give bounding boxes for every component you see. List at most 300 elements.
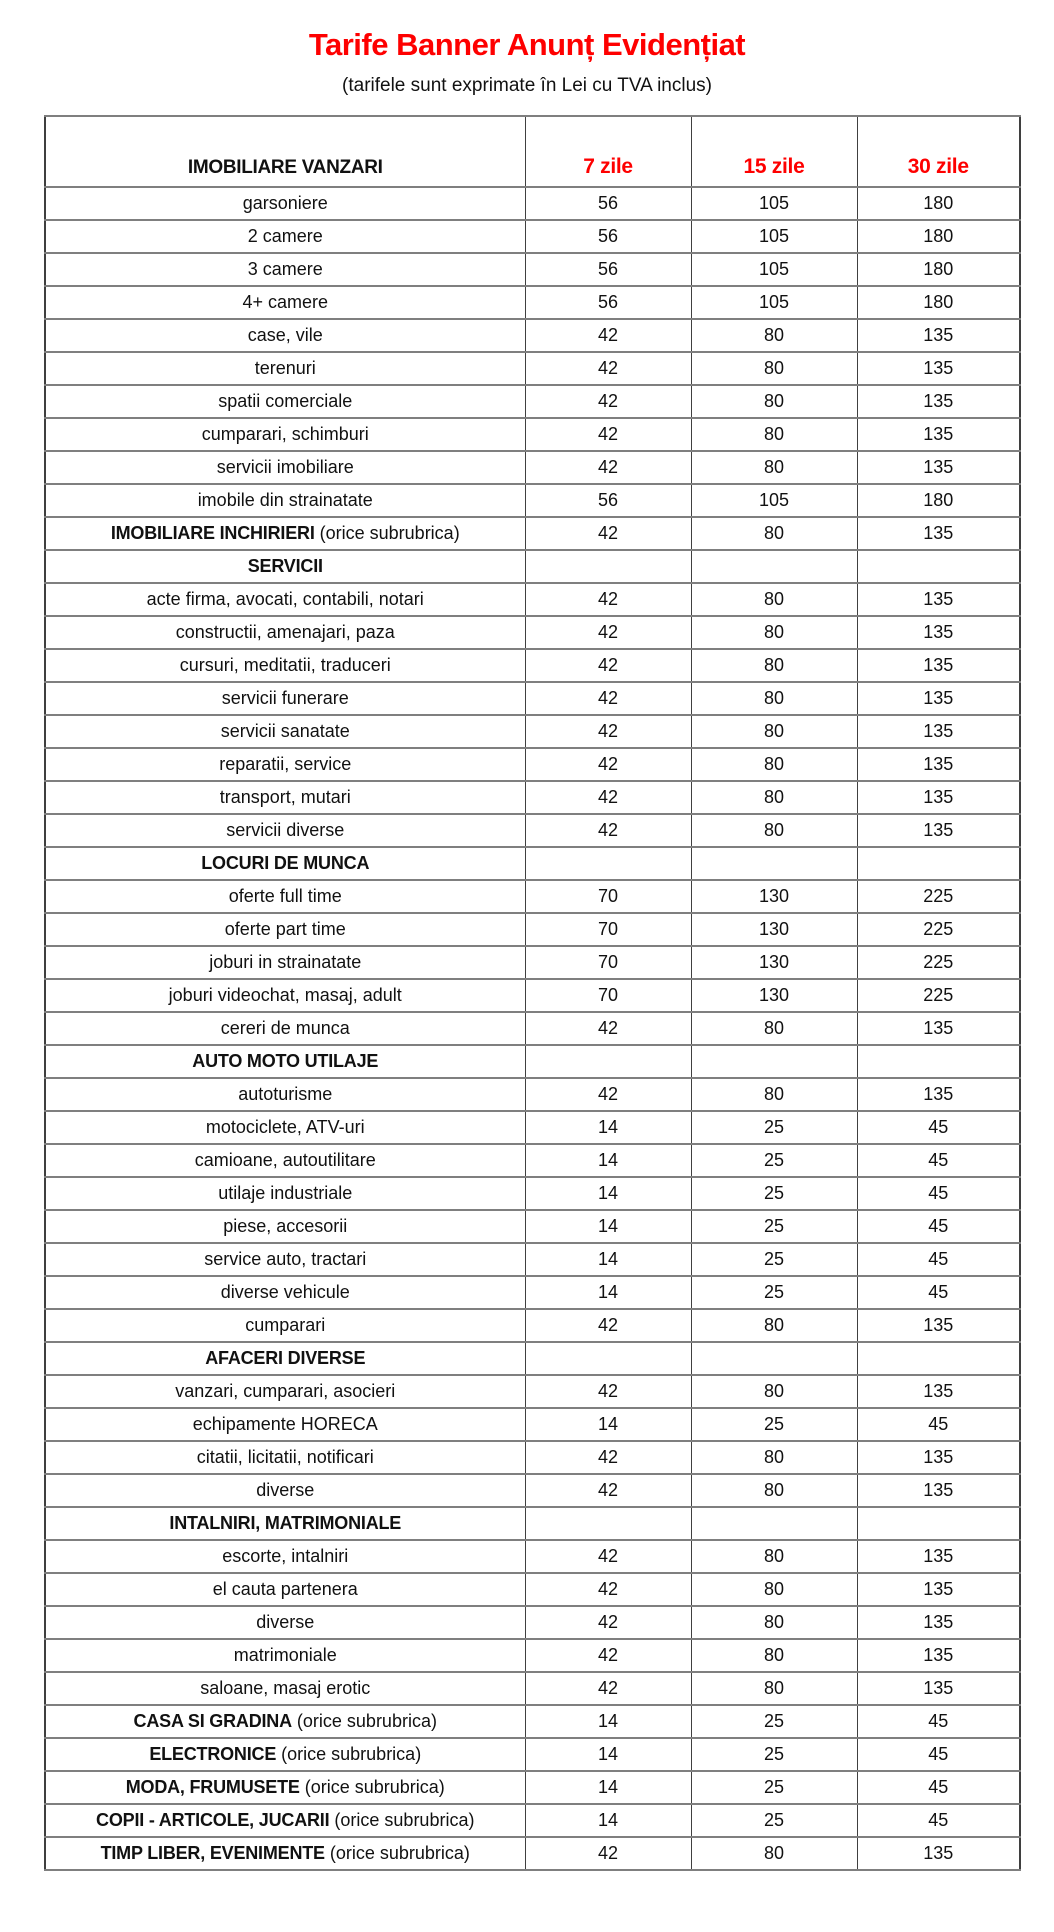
price-cell: 105 bbox=[691, 484, 857, 517]
price-cell: 80 bbox=[691, 1012, 857, 1045]
price-cell: 42 bbox=[525, 1540, 691, 1573]
row-label bbox=[45, 1309, 525, 1342]
row-label bbox=[45, 286, 525, 319]
price-cell: 135 bbox=[857, 1078, 1020, 1111]
table-row bbox=[45, 1804, 1020, 1837]
row-label-text: diverse bbox=[256, 1612, 315, 1632]
table-row bbox=[45, 814, 1020, 847]
price-cell: 80 bbox=[691, 517, 857, 550]
price-cell: 130 bbox=[691, 946, 857, 979]
row-label-text: CASA SI GRADINA bbox=[133, 1711, 292, 1731]
section-row bbox=[45, 1342, 1020, 1375]
price-cell: 80 bbox=[691, 1078, 857, 1111]
price-cell: 225 bbox=[857, 913, 1020, 946]
row-label-text: servicii imobiliare bbox=[216, 457, 354, 477]
row-label-text: motociclete, ATV-uri bbox=[205, 1117, 365, 1137]
row-label-text: service auto, tractari bbox=[204, 1249, 367, 1269]
price-cell: 42 bbox=[525, 1672, 691, 1705]
table-row bbox=[45, 1573, 1020, 1606]
price-cell: 42 bbox=[525, 451, 691, 484]
table-row bbox=[45, 1738, 1020, 1771]
price-cell: 135 bbox=[857, 748, 1020, 781]
table-row bbox=[45, 1243, 1020, 1276]
price-cell: 135 bbox=[857, 1837, 1020, 1870]
price-cell: 135 bbox=[857, 1012, 1020, 1045]
price-cell: 45 bbox=[857, 1177, 1020, 1210]
row-label-text: oferte part time bbox=[224, 919, 346, 939]
row-label-text: echipamente HORECA bbox=[192, 1414, 378, 1434]
row-label-text: diverse bbox=[256, 1480, 315, 1500]
price-cell bbox=[691, 847, 857, 880]
price-cell: 80 bbox=[691, 1309, 857, 1342]
price-cell: 80 bbox=[691, 649, 857, 682]
row-label bbox=[45, 946, 525, 979]
row-label-text: COPII - ARTICOLE, JUCARII bbox=[96, 1810, 330, 1830]
price-cell: 135 bbox=[857, 1474, 1020, 1507]
price-cell: 42 bbox=[525, 1078, 691, 1111]
row-label-suffix: (orice subrubrica) bbox=[296, 1711, 437, 1731]
row-label-text: AUTO MOTO UTILAJE bbox=[192, 1051, 379, 1071]
table-row bbox=[45, 1144, 1020, 1177]
row-label bbox=[45, 319, 525, 352]
price-cell: 14 bbox=[525, 1177, 691, 1210]
price-cell: 42 bbox=[525, 1474, 691, 1507]
table-row bbox=[45, 649, 1020, 682]
price-cell: 135 bbox=[857, 682, 1020, 715]
price-cell: 42 bbox=[525, 583, 691, 616]
price-cell: 42 bbox=[525, 1606, 691, 1639]
price-cell: 80 bbox=[691, 1375, 857, 1408]
column-header-30-zile: 30 zile bbox=[857, 116, 1020, 187]
price-cell: 42 bbox=[525, 1309, 691, 1342]
price-cell: 45 bbox=[857, 1276, 1020, 1309]
price-cell: 70 bbox=[525, 979, 691, 1012]
price-cell: 14 bbox=[525, 1771, 691, 1804]
row-label bbox=[45, 583, 525, 616]
table-row bbox=[45, 1210, 1020, 1243]
row-label bbox=[45, 1408, 525, 1441]
price-cell: 42 bbox=[525, 385, 691, 418]
price-cell: 70 bbox=[525, 913, 691, 946]
row-label bbox=[45, 352, 525, 385]
row-label-text: garsoniere bbox=[242, 193, 328, 213]
section-row bbox=[45, 1507, 1020, 1540]
price-cell: 80 bbox=[691, 1606, 857, 1639]
table-row bbox=[45, 682, 1020, 715]
price-cell: 14 bbox=[525, 1804, 691, 1837]
table-row bbox=[45, 418, 1020, 451]
row-label bbox=[45, 1540, 525, 1573]
price-cell: 80 bbox=[691, 715, 857, 748]
column-header-15-zile: 15 zile bbox=[691, 116, 857, 187]
table-row bbox=[45, 1606, 1020, 1639]
row-label-text: AFACERI DIVERSE bbox=[205, 1348, 366, 1368]
row-label bbox=[45, 1672, 525, 1705]
table-row bbox=[45, 715, 1020, 748]
row-label-text: cursuri, meditatii, traduceri bbox=[179, 655, 391, 675]
row-label-suffix: (orice subrubrica) bbox=[329, 1843, 470, 1863]
price-cell: 56 bbox=[525, 220, 691, 253]
row-label-text: matrimoniale bbox=[233, 1645, 337, 1665]
row-label bbox=[45, 913, 525, 946]
row-label-text: constructii, amenajari, paza bbox=[175, 622, 395, 642]
table-row bbox=[45, 1177, 1020, 1210]
table-row bbox=[45, 616, 1020, 649]
table-row bbox=[45, 319, 1020, 352]
price-cell: 42 bbox=[525, 1573, 691, 1606]
price-cell: 14 bbox=[525, 1705, 691, 1738]
row-label-text: MODA, FRUMUSETE bbox=[125, 1777, 300, 1797]
price-cell: 135 bbox=[857, 1540, 1020, 1573]
row-label bbox=[45, 781, 525, 814]
price-cell: 56 bbox=[525, 253, 691, 286]
price-cell: 45 bbox=[857, 1144, 1020, 1177]
row-label bbox=[45, 1573, 525, 1606]
row-label bbox=[45, 451, 525, 484]
row-label-text: citatii, licitatii, notificari bbox=[196, 1447, 374, 1467]
price-cell: 42 bbox=[525, 814, 691, 847]
price-cell bbox=[857, 550, 1020, 583]
row-label bbox=[45, 1078, 525, 1111]
row-label-text: INTALNIRI, MATRIMONIALE bbox=[169, 1513, 402, 1533]
table-row bbox=[45, 1375, 1020, 1408]
row-label bbox=[45, 1639, 525, 1672]
price-cell: 25 bbox=[691, 1408, 857, 1441]
price-cell: 180 bbox=[857, 187, 1020, 220]
row-label bbox=[45, 880, 525, 913]
price-cell: 105 bbox=[691, 220, 857, 253]
table-row bbox=[45, 1771, 1020, 1804]
price-cell: 80 bbox=[691, 319, 857, 352]
table-row bbox=[45, 880, 1020, 913]
price-cell: 80 bbox=[691, 1837, 857, 1870]
price-cell: 14 bbox=[525, 1276, 691, 1309]
table-row bbox=[45, 286, 1020, 319]
price-cell: 180 bbox=[857, 286, 1020, 319]
price-cell: 56 bbox=[525, 187, 691, 220]
price-cell: 135 bbox=[857, 583, 1020, 616]
row-label-text: joburi videochat, masaj, adult bbox=[168, 985, 402, 1005]
price-cell: 105 bbox=[691, 187, 857, 220]
price-cell: 14 bbox=[525, 1111, 691, 1144]
table-row bbox=[45, 1012, 1020, 1045]
table-row bbox=[45, 583, 1020, 616]
price-cell: 56 bbox=[525, 286, 691, 319]
price-cell: 42 bbox=[525, 1441, 691, 1474]
row-label-text: terenuri bbox=[254, 358, 316, 378]
table-row bbox=[45, 1540, 1020, 1573]
row-label-text: 3 camere bbox=[247, 259, 323, 279]
price-cell: 42 bbox=[525, 1375, 691, 1408]
row-label-suffix: (orice subrubrica) bbox=[334, 1810, 475, 1830]
table-row bbox=[45, 1474, 1020, 1507]
row-label-text: SERVICII bbox=[247, 556, 323, 576]
pricing-table-header bbox=[45, 116, 1020, 187]
price-cell: 135 bbox=[857, 649, 1020, 682]
price-cell: 225 bbox=[857, 880, 1020, 913]
price-cell: 225 bbox=[857, 979, 1020, 1012]
price-cell: 42 bbox=[525, 517, 691, 550]
table-row bbox=[45, 1639, 1020, 1672]
price-cell: 135 bbox=[857, 451, 1020, 484]
price-cell: 45 bbox=[857, 1111, 1020, 1144]
table-row bbox=[45, 1672, 1020, 1705]
row-label bbox=[45, 220, 525, 253]
price-cell: 80 bbox=[691, 1540, 857, 1573]
price-cell bbox=[525, 1507, 691, 1540]
section-row bbox=[45, 847, 1020, 880]
table-row bbox=[45, 1441, 1020, 1474]
page-subtitle: (tarifele sunt exprimate în Lei cu TVA inclus) bbox=[342, 75, 712, 96]
price-cell: 45 bbox=[857, 1804, 1020, 1837]
column-header-7-zile: 7 zile bbox=[525, 116, 691, 187]
row-label bbox=[45, 385, 525, 418]
row-label bbox=[45, 1210, 525, 1243]
row-label-text: reparatii, service bbox=[219, 754, 352, 774]
price-cell bbox=[691, 550, 857, 583]
price-cell: 14 bbox=[525, 1408, 691, 1441]
price-cell: 135 bbox=[857, 1672, 1020, 1705]
row-label-text: cereri de munca bbox=[220, 1018, 350, 1038]
price-cell: 80 bbox=[691, 583, 857, 616]
price-cell: 180 bbox=[857, 253, 1020, 286]
price-cell: 80 bbox=[691, 385, 857, 418]
price-cell: 130 bbox=[691, 979, 857, 1012]
row-label bbox=[45, 517, 525, 550]
section-row bbox=[45, 1045, 1020, 1078]
row-label bbox=[45, 1111, 525, 1144]
price-cell: 135 bbox=[857, 1639, 1020, 1672]
price-cell: 14 bbox=[525, 1738, 691, 1771]
price-cell: 135 bbox=[857, 385, 1020, 418]
table-row bbox=[45, 913, 1020, 946]
row-label-text: oferte full time bbox=[228, 886, 342, 906]
row-label bbox=[45, 1474, 525, 1507]
row-label bbox=[45, 1144, 525, 1177]
price-cell: 135 bbox=[857, 781, 1020, 814]
row-label bbox=[45, 616, 525, 649]
price-cell: 135 bbox=[857, 616, 1020, 649]
price-cell: 135 bbox=[857, 1375, 1020, 1408]
row-label bbox=[45, 979, 525, 1012]
price-cell: 135 bbox=[857, 715, 1020, 748]
price-cell: 135 bbox=[857, 1606, 1020, 1639]
price-cell: 45 bbox=[857, 1210, 1020, 1243]
section-row bbox=[45, 550, 1020, 583]
price-cell: 135 bbox=[857, 1309, 1020, 1342]
row-label bbox=[45, 1837, 525, 1870]
price-cell: 105 bbox=[691, 286, 857, 319]
price-cell: 70 bbox=[525, 946, 691, 979]
price-cell: 42 bbox=[525, 781, 691, 814]
price-cell: 135 bbox=[857, 352, 1020, 385]
row-label bbox=[45, 1441, 525, 1474]
row-label bbox=[45, 748, 525, 781]
price-cell: 80 bbox=[691, 781, 857, 814]
price-cell: 42 bbox=[525, 418, 691, 451]
price-cell: 105 bbox=[691, 253, 857, 286]
pricing-table-body bbox=[45, 187, 1020, 1870]
price-cell: 42 bbox=[525, 649, 691, 682]
price-cell bbox=[857, 1045, 1020, 1078]
row-label bbox=[45, 418, 525, 451]
price-cell: 80 bbox=[691, 418, 857, 451]
row-label bbox=[45, 484, 525, 517]
price-cell: 45 bbox=[857, 1705, 1020, 1738]
row-label bbox=[45, 682, 525, 715]
price-cell: 42 bbox=[525, 682, 691, 715]
price-cell: 225 bbox=[857, 946, 1020, 979]
price-cell: 80 bbox=[691, 748, 857, 781]
row-label bbox=[45, 1045, 525, 1078]
header-row bbox=[45, 116, 1020, 187]
price-cell: 135 bbox=[857, 1441, 1020, 1474]
row-label-text: piese, accesorii bbox=[223, 1216, 348, 1236]
row-label-suffix: (orice subrubrica) bbox=[281, 1744, 422, 1764]
price-cell: 80 bbox=[691, 1441, 857, 1474]
price-cell bbox=[691, 1507, 857, 1540]
price-cell: 80 bbox=[691, 1573, 857, 1606]
price-cell: 180 bbox=[857, 220, 1020, 253]
price-cell: 25 bbox=[691, 1243, 857, 1276]
price-cell: 80 bbox=[691, 451, 857, 484]
price-cell: 80 bbox=[691, 814, 857, 847]
table-row bbox=[45, 1408, 1020, 1441]
row-label-text: joburi in strainatate bbox=[209, 952, 362, 972]
table-row bbox=[45, 1111, 1020, 1144]
row-label bbox=[45, 1012, 525, 1045]
price-cell: 45 bbox=[857, 1243, 1020, 1276]
price-cell: 14 bbox=[525, 1210, 691, 1243]
row-label bbox=[45, 1375, 525, 1408]
table-row bbox=[45, 484, 1020, 517]
price-cell: 25 bbox=[691, 1177, 857, 1210]
row-label-suffix: (orice subrubrica) bbox=[304, 1777, 445, 1797]
price-cell bbox=[691, 1045, 857, 1078]
row-label bbox=[45, 1177, 525, 1210]
row-label bbox=[45, 1738, 525, 1771]
row-label-text: spatii comerciale bbox=[218, 391, 353, 411]
table-row bbox=[45, 946, 1020, 979]
price-cell: 42 bbox=[525, 1837, 691, 1870]
price-cell: 25 bbox=[691, 1276, 857, 1309]
price-cell: 25 bbox=[691, 1771, 857, 1804]
price-cell: 42 bbox=[525, 352, 691, 385]
row-label bbox=[45, 1507, 525, 1540]
row-label-suffix: (orice subrubrica) bbox=[319, 523, 460, 543]
row-label-text: TIMP LIBER, EVENIMENTE bbox=[100, 1843, 325, 1863]
row-label-text: escorte, intalniri bbox=[222, 1546, 349, 1566]
row-label bbox=[45, 253, 525, 286]
row-label-text: servicii funerare bbox=[221, 688, 349, 708]
table-row bbox=[45, 451, 1020, 484]
row-label bbox=[45, 649, 525, 682]
row-label bbox=[45, 1243, 525, 1276]
pricing-table bbox=[44, 115, 1021, 1871]
price-cell: 25 bbox=[691, 1738, 857, 1771]
price-cell: 135 bbox=[857, 418, 1020, 451]
price-cell: 42 bbox=[525, 1639, 691, 1672]
row-label-text: cumparari, schimburi bbox=[201, 424, 369, 444]
price-cell: 45 bbox=[857, 1771, 1020, 1804]
table-row bbox=[45, 1837, 1020, 1870]
price-cell: 80 bbox=[691, 1672, 857, 1705]
row-label-text: transport, mutari bbox=[219, 787, 351, 807]
row-label-text: case, vile bbox=[247, 325, 323, 345]
row-label bbox=[45, 1804, 525, 1837]
page-title: Tarife Banner Anunț Evidențiat bbox=[308, 27, 746, 62]
row-label-text: el cauta partenera bbox=[212, 1579, 358, 1599]
price-cell: 70 bbox=[525, 880, 691, 913]
row-label bbox=[45, 1276, 525, 1309]
table-row bbox=[45, 748, 1020, 781]
row-label-text: servicii diverse bbox=[226, 820, 345, 840]
row-label-text: 2 camere bbox=[247, 226, 323, 246]
price-cell: 180 bbox=[857, 484, 1020, 517]
price-cell: 80 bbox=[691, 1639, 857, 1672]
table-row bbox=[45, 781, 1020, 814]
price-cell: 42 bbox=[525, 616, 691, 649]
row-label-text: imobile din strainatate bbox=[197, 490, 373, 510]
price-cell: 42 bbox=[525, 1012, 691, 1045]
row-label bbox=[45, 715, 525, 748]
row-label bbox=[45, 814, 525, 847]
table-row bbox=[45, 220, 1020, 253]
price-cell: 45 bbox=[857, 1408, 1020, 1441]
row-label-text: autoturisme bbox=[238, 1084, 333, 1104]
price-cell: 42 bbox=[525, 748, 691, 781]
table-row bbox=[45, 1078, 1020, 1111]
table-row bbox=[45, 385, 1020, 418]
price-cell bbox=[525, 1342, 691, 1375]
price-cell: 135 bbox=[857, 517, 1020, 550]
price-cell bbox=[857, 1507, 1020, 1540]
price-cell: 25 bbox=[691, 1705, 857, 1738]
table-row bbox=[45, 1705, 1020, 1738]
table-row bbox=[45, 253, 1020, 286]
row-label-text: diverse vehicule bbox=[220, 1282, 350, 1302]
price-cell: 14 bbox=[525, 1243, 691, 1276]
price-cell: 25 bbox=[691, 1210, 857, 1243]
price-cell bbox=[525, 1045, 691, 1078]
price-cell: 14 bbox=[525, 1144, 691, 1177]
row-label bbox=[45, 1606, 525, 1639]
row-label-text: acte firma, avocati, contabili, notari bbox=[146, 589, 424, 609]
row-label-text: servicii sanatate bbox=[220, 721, 350, 741]
row-label-text: vanzari, cumparari, asocieri bbox=[175, 1381, 396, 1401]
table-row bbox=[45, 517, 1020, 550]
price-cell: 42 bbox=[525, 715, 691, 748]
price-cell: 130 bbox=[691, 913, 857, 946]
row-label bbox=[45, 550, 525, 583]
row-label-text: IMOBILIARE INCHIRIERI bbox=[110, 523, 315, 543]
price-cell bbox=[525, 550, 691, 583]
price-cell: 135 bbox=[857, 319, 1020, 352]
row-label-text: cumparari bbox=[245, 1315, 326, 1335]
row-label-text: 4+ camere bbox=[242, 292, 329, 312]
price-cell: 25 bbox=[691, 1111, 857, 1144]
price-cell bbox=[525, 847, 691, 880]
price-cell: 25 bbox=[691, 1144, 857, 1177]
price-cell: 42 bbox=[525, 319, 691, 352]
price-cell: 80 bbox=[691, 682, 857, 715]
row-label-text: camioane, autoutilitare bbox=[194, 1150, 376, 1170]
row-label-text: ELECTRONICE bbox=[149, 1744, 277, 1764]
price-cell: 45 bbox=[857, 1738, 1020, 1771]
row-label bbox=[45, 1771, 525, 1804]
table-row bbox=[45, 1309, 1020, 1342]
price-cell bbox=[857, 847, 1020, 880]
